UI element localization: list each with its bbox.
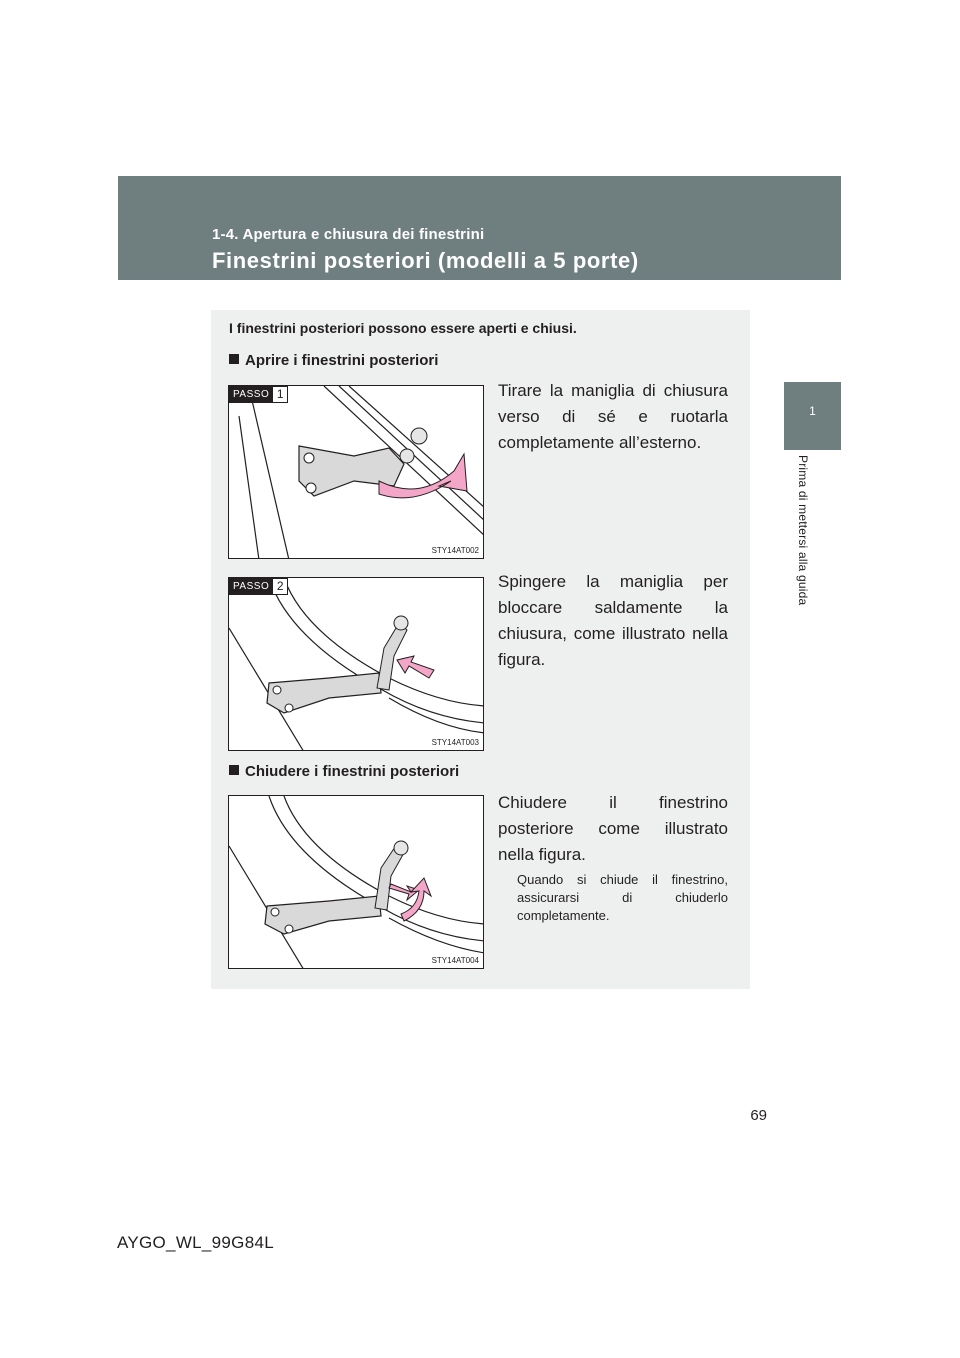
section-subtitle: 1-4. Apertura e chiusura dei finestrini [212, 226, 485, 243]
section-heading-close-label: Chiudere i finestrini posteriori [245, 763, 460, 780]
close-text: Chiudere il finestrino posteriore come illustrato nella figura. [498, 793, 728, 864]
header-bar [118, 176, 841, 280]
footer-code: AYGO_WL_99G84L [117, 1233, 274, 1252]
section-heading-open-label: Aprire i finestrini posteriori [245, 352, 439, 369]
square-bullet-icon [229, 765, 239, 775]
figure-step-1 [228, 385, 484, 559]
figure-step-2 [228, 577, 484, 751]
hinge-close-illustration [229, 796, 484, 969]
hinge-open-illustration [229, 386, 484, 559]
figure-code: STY14AT003 [431, 738, 479, 747]
figure-close [228, 795, 484, 969]
step-badge-number: 2 [273, 578, 288, 595]
page-number: 69 [750, 1107, 767, 1124]
intro-text: I finestrini posteriori possono essere aperti e chiusi. [229, 320, 577, 336]
step-1-text: Tirare la maniglia di chiusura verso di sé e ruotarla completamente all’esterno. [498, 381, 728, 452]
chapter-tab [784, 382, 841, 450]
step-badge-number: 1 [273, 386, 288, 403]
close-note: Quando si chiude il finestrino, assicurarsi di chiuderlo completamente. [517, 872, 728, 923]
step-2-text: Spingere la maniglia per bloccare saldamente la chiusura, come illustrato nella figura. [498, 572, 728, 669]
step-badge-label: PASSO [229, 578, 273, 595]
figure-code: STY14AT002 [431, 546, 479, 555]
square-bullet-icon [229, 354, 239, 364]
step-badge [229, 386, 288, 403]
page-title: Finestrini posteriori (modelli a 5 porte) [212, 248, 639, 273]
section-heading-close [229, 763, 459, 780]
chapter-number: 1 [809, 404, 816, 418]
figure-code: STY14AT004 [431, 956, 479, 965]
step-badge [229, 578, 288, 595]
step-badge-label: PASSO [229, 386, 273, 403]
section-heading-open [229, 352, 438, 369]
hinge-lock-illustration [229, 578, 484, 751]
chapter-title: Prima di mettersi alla guida [796, 455, 810, 606]
